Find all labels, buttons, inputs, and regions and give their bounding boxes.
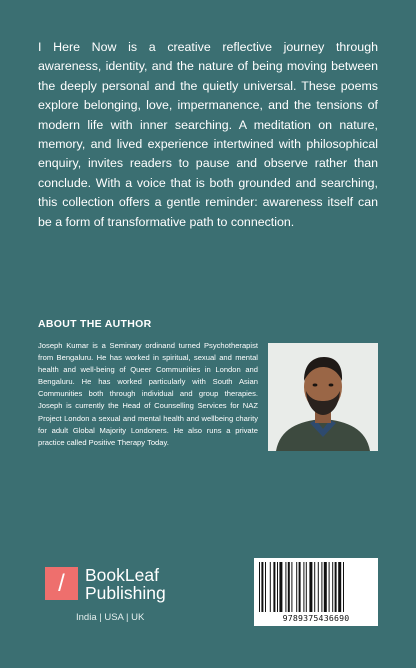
isbn-barcode (254, 558, 378, 626)
publisher-logo (45, 567, 195, 627)
publisher-slash-mark: / (45, 567, 78, 600)
author-bio: Joseph Kumar is a Seminary ordinand turned Psychotherapist from Bengaluru. He has worked in spiritual, sexual and mental health and well-being of Queer Communities in London and Bengaluru. He has worked particularly with South Asian Communities both through individual and group therapies. Joseph is currently the Head of Counselling Services for NAZ Project London a sexual and mental health and wellbeing charity for adult Global Majority Londoners. He also runs a private practice called Positive Therapy Today. (38, 341, 258, 447)
publisher-name (85, 566, 166, 602)
publisher-name-line2: Publishing (85, 583, 166, 603)
publisher-locations: India | USA | UK (76, 612, 145, 623)
publisher-name-line1: BookLeaf (85, 565, 159, 585)
author-photo (268, 343, 378, 451)
barcode-bars (259, 562, 373, 612)
about-author-heading: ABOUT THE AUTHOR (38, 318, 152, 330)
isbn-number: 9789375436690 (282, 613, 350, 623)
author-portrait-illustration (268, 343, 378, 451)
book-blurb: I Here Now is a creative reflective journey through awareness, identity, and the nature of being moving between the deeply personal and the quietly universal. These poems explore belonging, love, impermanence, and the tensions of modern life with inner searching. A meditation on nature, memory, and lived experience intertwined with philosophical enquiry, invites readers to pause and observe rather than conclude. With a voice that is both grounded and searching, this collection offers a gentle reminder: awareness itself can be a form of transformative path to connection. (38, 40, 378, 229)
